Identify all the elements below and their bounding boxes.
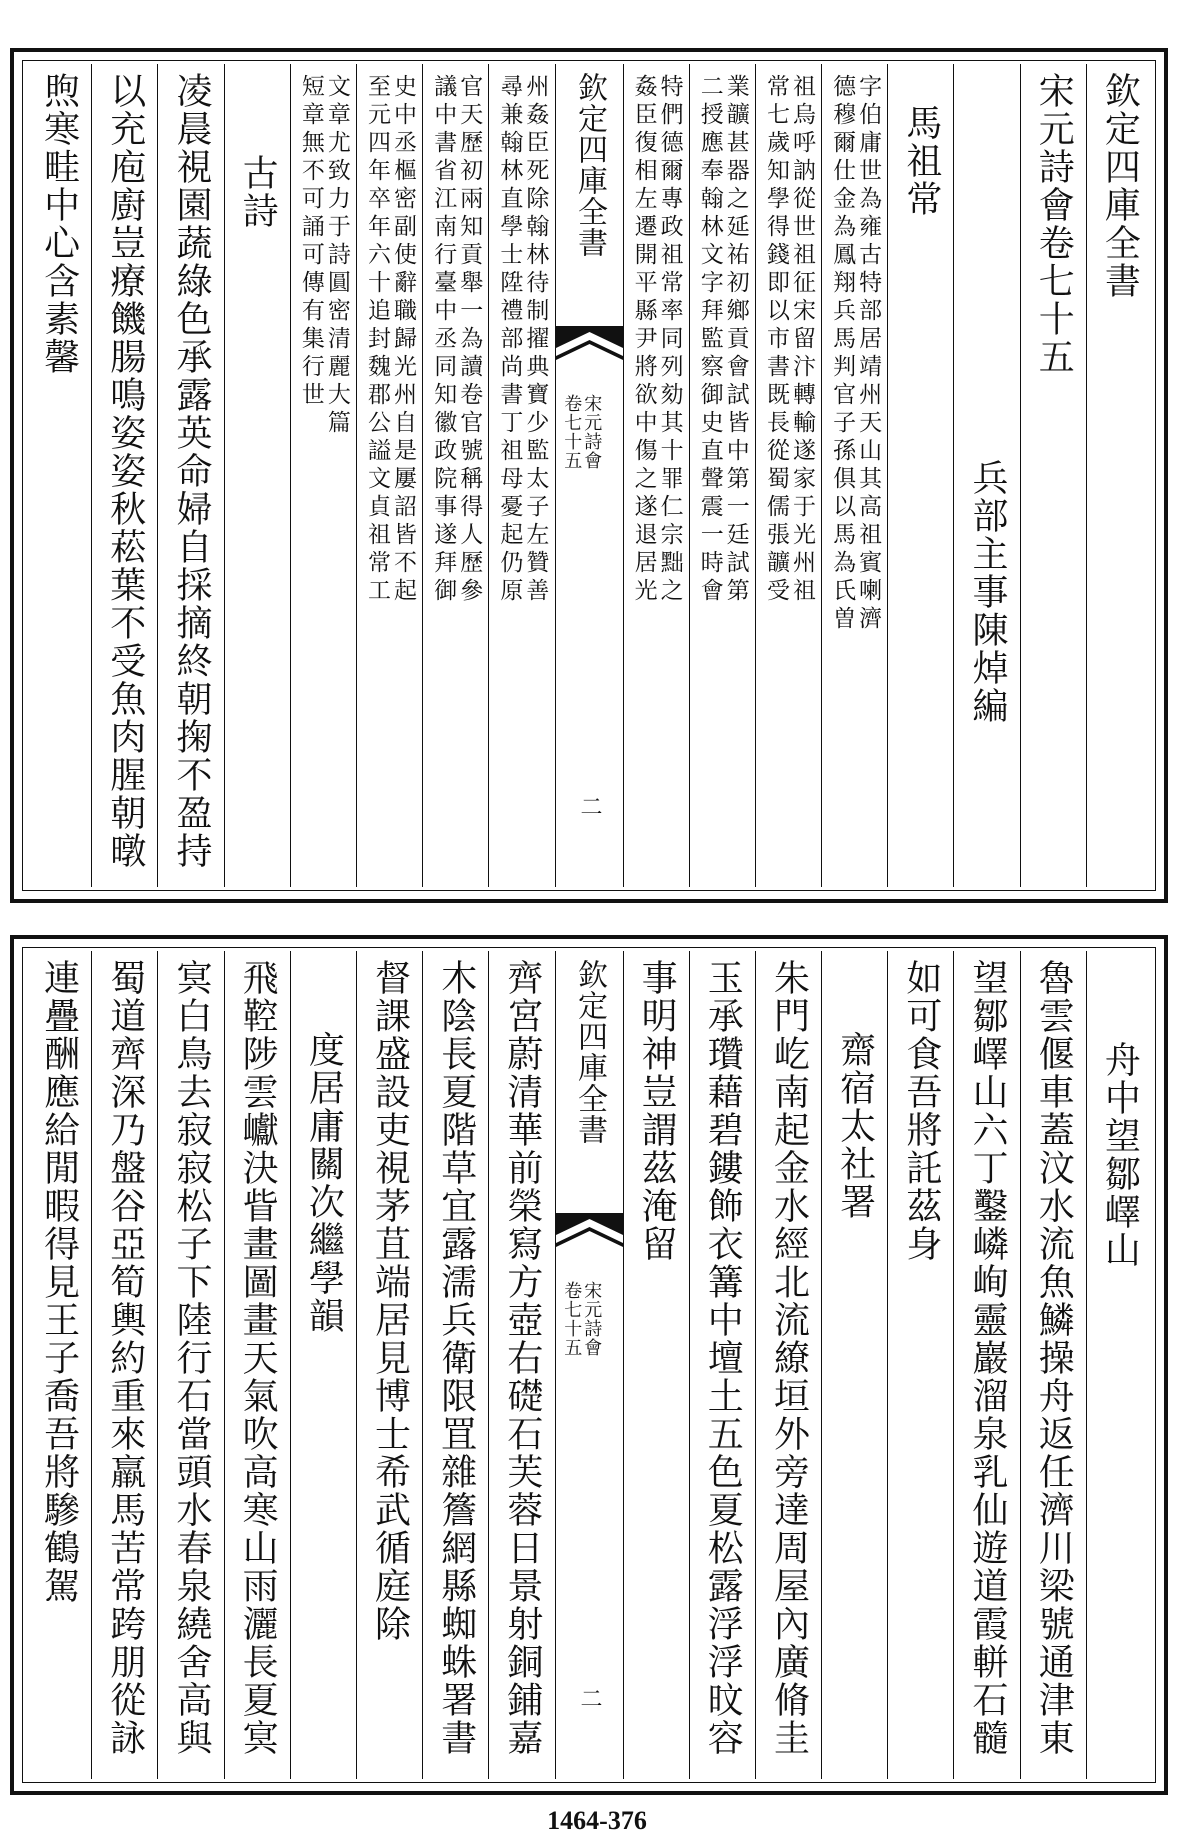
annotation-pair [624,74,689,606]
bottom-col-12 [290,951,356,1779]
top-col-11 [356,64,422,887]
fish-tail-mark-icon [556,326,623,366]
poem-line: 齊宮蔚清華前榮寫方壺右礎石芙蓉日景射銅鋪嘉 [501,959,543,1757]
top-col-13 [224,64,290,887]
poem-title: 舟中望鄒嶧山 [1099,1041,1141,1269]
annotation-pair [489,74,554,606]
bottom-col-5 [821,951,887,1779]
annotation-line: 特們德爾專政祖常率同列劾其十罪仁宗黜之 [656,74,683,606]
center-page-number: 二 [577,795,602,817]
bottom-center-column [555,951,623,1779]
top-col-8 [623,64,689,887]
annotation-pair [357,74,422,606]
bottom-col-1 [1086,951,1152,1779]
top-col-3 [953,64,1019,887]
bottom-columns [26,951,1152,1779]
annotation-pair [423,74,488,606]
annotation-line: 至元四年卒年六十追封魏郡公謚文貞祖常工 [364,74,391,606]
poem-title: 度居庸關次繼學韻 [303,1031,345,1335]
collection-title: 欽定四庫全書 [1099,72,1141,300]
center-book-name: 宋元詩會 [581,394,603,470]
bottom-col-16 [26,951,91,1779]
bottom-col-3 [953,951,1019,1779]
poem-line: 如可食吾將託茲身 [900,959,942,1263]
top-col-10 [422,64,488,887]
center-title: 欽定四庫全書 [572,72,607,258]
author-heading: 馬祖常 [900,104,942,218]
bottom-page [10,935,1168,1795]
poem-line: 以充庖廚豈療饑腸鳴姿姿秋菘葉不受魚肉腥朝暾 [104,72,146,870]
top-columns [26,64,1152,887]
top-col-15 [91,64,157,887]
annotation-line: 業𩑈甚器之延祐初鄉貢會試皆中第一廷試第 [722,74,749,606]
poem-line: 望鄒嶧山六丁鑿嶙峋靈巖溜泉乳仙遊道霞軿石髓 [967,959,1009,1757]
annotation-line: 官天歷初兩知貢舉一為讀卷官號稱得人歷參 [456,74,483,606]
top-col-1 [1086,64,1152,887]
top-col-9 [488,64,554,887]
poem-line: 㝠白鳥去寂寂松子下陸行石當頭水春泉繞舍高與 [170,959,212,1757]
bottom-col-14 [157,951,223,1779]
page-footer-number: 1464-376 [547,1806,647,1835]
top-col-14 [157,64,223,887]
annotation-line: 州姦臣死除翰林待制擢典寶少監太子左贊善 [522,74,549,606]
poem-line: 凌晨視園蔬綠色承露英命婦自採摘終朝掬不盈持 [170,72,212,870]
center-title: 欽定四庫全書 [572,959,607,1145]
section-heading: 古詩 [237,154,279,230]
top-center-column [555,64,623,887]
annotation-line: 常七歲知學得錢即以市書既長從蜀儒張𩑈受 [762,74,789,606]
compiler-line: 兵部主事陳焯編 [967,459,1009,725]
poem-line: 飛鞚陟雲巘決眥畫圖畫天氣吹高寒山雨灑長夏㝠 [237,959,279,1757]
top-col-7 [689,64,755,887]
center-book-name: 宋元詩會 [581,1281,603,1357]
poem-line: 連疊酬應給閒暇得見王子喬吾將驂鶴駕 [38,959,80,1605]
top-col-6 [755,64,821,887]
bottom-col-9 [488,951,554,1779]
annotation-line: 尋兼翰林直學士陞禮部尚書丁祖母憂起仍原 [496,74,523,606]
annotation-line: 二授應奉翰林文字拜監察御史直聲震一時會 [696,74,723,606]
annotation-line: 議中書省江南行臺中丞同知徽政院事遂拜御 [430,74,457,606]
volume-title: 宋元詩會卷七十五 [1033,72,1075,376]
poem-line: 事明神豈謂茲淹留 [636,959,678,1263]
annotation-line: 姦臣復相左遷開平縣尹將欲中傷之遂退居光 [630,74,657,606]
bottom-col-2 [1020,951,1086,1779]
annotation-pair [690,74,755,606]
top-col-2 [1020,64,1086,887]
annotation-line: 祖烏呼訥從世祖征宋留汴轉輸遂家于光州祖 [788,74,815,606]
annotation-pair [822,74,887,634]
bottom-col-11 [356,951,422,1779]
top-col-4 [887,64,953,887]
center-volume: 卷七十五 [561,394,583,470]
center-page-number: 二 [577,1687,602,1709]
top-col-12 [290,64,356,887]
bottom-col-6 [755,951,821,1779]
poem-line: 朱門屹南起金水經北流繚垣外旁達周屋內廣脩圭 [768,959,810,1757]
bottom-col-8 [623,951,689,1779]
center-volume: 卷七十五 [561,1281,583,1357]
bottom-col-13 [224,951,290,1779]
annotation-line: 文章尤致力于詩圓密清麗大篇 [323,74,350,438]
top-page [10,48,1168,903]
poem-line: 蜀道齊深乃盤谷亞筍輿約重來羸馬苦常跨朋從詠 [104,959,146,1757]
bottom-col-15 [91,951,157,1779]
poem-line: 魯雲偃車蓋汶水流魚鱗操舟返任濟川梁號通津東 [1033,959,1075,1757]
annotation-pair [756,74,821,606]
top-col-16 [26,64,91,887]
poem-line: 煦寒畦中心含素馨 [38,72,80,376]
poem-line: 玉承瓚藉碧鏤飾衣篝中壇土五色夏松露浮浮旼容 [702,959,744,1757]
poem-title: 齋宿太社署 [834,1031,876,1221]
annotation-line: 德穆爾仕金為鳳翔兵馬判官子孫俱以馬為氏曽 [829,74,856,634]
fish-tail-mark-icon [556,1213,623,1253]
annotation-line: 史中丞樞密副使辭職歸光州自是屢詔皆不起 [390,74,417,606]
poem-line: 督課盛設吏視茅苴端居見博士希武循庭除 [369,959,411,1643]
annotation-line: 短章無不可誦可傳有集行世 [297,74,324,410]
annotation-line: 字伯庸世為雍古特部居靖州天山其高祖賓喇濟 [855,74,882,634]
annotation-pair [291,74,356,438]
poem-line: 木陰長夏階草宜露濡兵衛限罝雜簷網縣蜘蛛署書 [435,959,477,1757]
bottom-col-4 [887,951,953,1779]
bottom-col-7 [689,951,755,1779]
top-col-5 [821,64,887,887]
bottom-col-10 [422,951,488,1779]
